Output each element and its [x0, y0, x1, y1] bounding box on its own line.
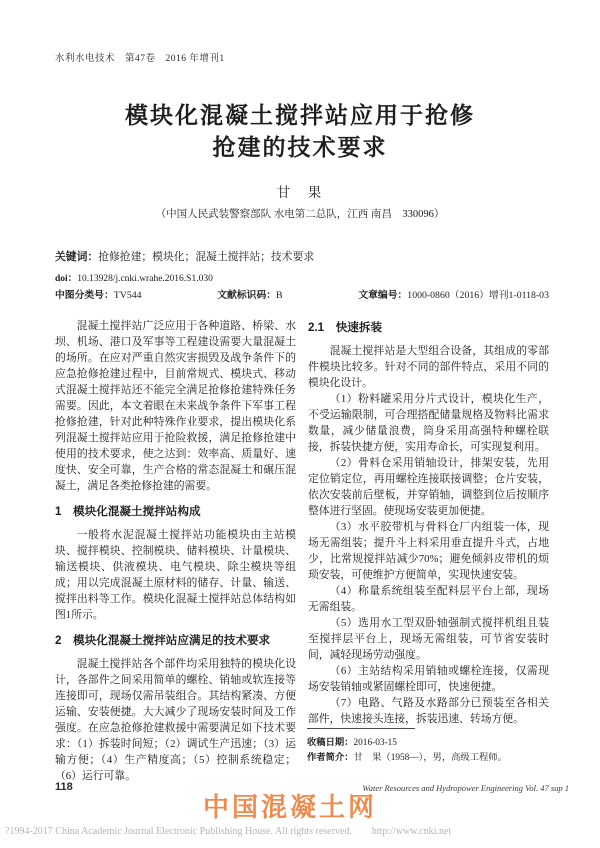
copyright-notice: ?1994-2017 China Academic Journal Electronic Publishing House. All rights reserved. http://www.cnki.net: [5, 826, 452, 837]
author-name: 甘 果: [276, 185, 324, 200]
keywords-value: 抢修抢建；模块化；混凝土搅拌站；技术要求: [98, 251, 315, 263]
article-title-line2: 抢建的技术要求: [212, 135, 388, 160]
body-paragraph: （4）称量系统组装至配料层平台上部，现场无需组装。: [308, 585, 549, 613]
body-paragraph: 混凝土搅拌站是大型组合设备，其组成的零部件模块比较多。针对不同的部件特点，采用不同的模块化设计。: [308, 345, 549, 389]
article-body: [55, 318, 549, 784]
keywords-label: 关键词：: [55, 251, 99, 263]
body-paragraph: （2）骨料仓采用销轴设计，排架安装，先用定位销定位，再用螺栓连接联接调整；仓片安装，依次安装前后壁板，并穿销轴，调整到位后按顺序整体进行坚固。使现场安装更加便捷。: [308, 457, 549, 517]
author-bio-line: 作者简介：甘 果（1958—），男，高级工程师。: [307, 753, 507, 763]
document-code: 文献标识码：B: [217, 290, 283, 301]
intro-paragraph: 混凝土搅拌站广泛应用于各种道路、桥梁、水坝、机场、港口及军事等工程建设需要大量混凝土的场所。在应对严重自然灾害损毁及战争条件下的应急抢修抢建过程中，目前常规式、模块式、移动式混凝土搅拌站还不能完全满足抢修抢建特殊任务需要。因此，本文着眼在未来战争条件下军事工程抢修抢建，针对此种特殊作业要求，提出模块化系列混凝土搅拌站应用于抢险救援，满足抢修抢建中使用的技术要求，使之达到：效率高、质量好、速度快、安全可靠，生产合格的常态混凝土和碾压混凝土，满足各类抢修抢建的需要。: [55, 320, 296, 492]
body-paragraph: （6）主站结构采用销轴或螺栓连接，仅需现场安装销轴或紧固螺栓即可，快速便捷。: [308, 665, 549, 693]
article-title: [0, 100, 600, 164]
doi-value: 10.13928/j.cnki.wrahe.2016.S1.030: [77, 274, 213, 284]
article-title-line1: 模块化混凝土搅拌站应用于抢修: [125, 103, 475, 128]
doi-label: doi：: [55, 274, 78, 284]
right-column: [308, 318, 549, 784]
footnote: [307, 728, 549, 766]
section-2-paragraph: 混凝土搅拌站各个部件均采用独特的模块化设计，各部件之间采用简单的螺栓、销轴或软连接等连接即可，现场仅需吊装组合。其结构紧凑、方便运输、安装便捷。大大减少了现场安装时间及工作强度。在应急抢修抢建救援中需要满足如下技术要求：（1）拆装时间短；（2）调试生产迅速；（3）运输方便；（4）生产精度高；（5）控制系统稳定；（6）运行可靠。: [55, 658, 296, 782]
body-paragraph: （3）水平胶带机与骨料仓厂内组装一体，现场无需组装；提升斗上料采用垂直提升斗式，占地少，比常规搅拌站减少70%；避免倾斜皮带机的烦琐安装，可使维护方便简单，实现快速安装。: [308, 521, 549, 581]
clc-number: 中图分类号：TV544: [55, 290, 142, 301]
author-affiliation: （中国人民武装警察部队 水电第二总队，江西 南昌 330096）: [155, 209, 445, 220]
section-2-1-heading: 2.1 快速拆装: [308, 321, 383, 334]
section-2-heading: 2 模块化混凝土搅拌站应满足的技术要求: [55, 634, 271, 647]
left-column: [55, 318, 296, 784]
body-paragraph: （1）粉料罐采用分片式设计，模块化生产，不受运输限制，可合理搭配储量规格及物料比需求数量，减少储量浪费，筒身采用高强特种螺栓联接，拆装快捷方便，实用寿命长，可实现复利用。: [308, 393, 549, 453]
classification-line: [55, 287, 549, 301]
journal-header: 水利水电技术 第47卷 2016 年增刊1: [55, 54, 225, 64]
body-paragraph: （7）电路、气路及水路部分已预装至各相关部件，快速接头连接，拆装迅速、转场方便。: [308, 697, 549, 725]
section-1-heading: 1 模块化混凝土搅拌站构成: [55, 505, 201, 518]
article-id: 文章编号：1000-0860（2016）增刊1-0118-03: [358, 290, 549, 301]
journal-title-english: Water Resources and Hydropower Engineering Vol. 47 sup 1: [362, 783, 569, 793]
article-meta: [55, 249, 549, 301]
footnote-rule: [307, 728, 415, 729]
received-date-line: 收稿日期：2016-03-15: [307, 738, 397, 748]
cnki-watermark: 中国混凝土网: [202, 793, 377, 822]
doi-line: [55, 270, 549, 284]
section-1-paragraph: 一般将水泥混凝土搅拌站功能模块由主站模块、搅拌模块、控制模块、储料模块、计量模块、输送模块、供液模块、电气模块、除尘模块等组成；用以完成混凝土原材料的储存、计量、输送、搅拌出料等工作。模块化混凝土搅拌站总体结构如图1所示。: [55, 529, 296, 621]
keywords-line: [55, 249, 549, 264]
body-paragraph: （5）选用水工型双卧轴强制式搅拌机组且装至搅拌层平台上，现场无需组装，可节省安装时间，减轻现场劳动强度。: [308, 617, 549, 661]
page-number: 118: [55, 781, 73, 793]
